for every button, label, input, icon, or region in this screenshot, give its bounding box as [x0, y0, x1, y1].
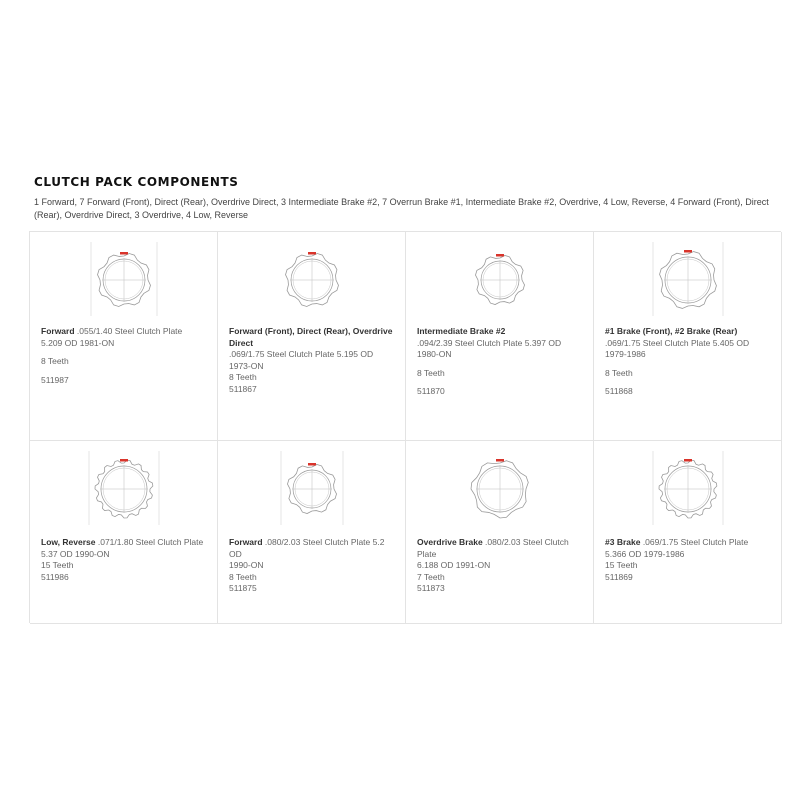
- product-spec: .094/2.39 Steel Clutch Plate 5.397 OD: [417, 337, 562, 348]
- product-teeth: 8 Teeth: [605, 367, 633, 378]
- product-name: #1 Brake (Front), #2 Brake (Rear): [605, 326, 738, 336]
- product-od-year: 5.37 OD 1990-ON: [41, 548, 110, 559]
- product-card[interactable]: [406, 232, 594, 441]
- product-info: [229, 537, 397, 595]
- product-od-year: 1980-ON: [417, 349, 452, 359]
- product-teeth: 7 Teeth: [417, 571, 445, 582]
- part-number: 511986: [41, 571, 69, 582]
- product-teeth: 8 Teeth: [229, 372, 257, 382]
- product-name: Forward: [229, 537, 263, 547]
- part-number: 511867: [229, 383, 257, 394]
- part-number: 511868: [605, 386, 633, 396]
- page-title: CLUTCH PACK COMPONENTS: [34, 174, 239, 190]
- part-number: 511870: [417, 386, 445, 396]
- product-name: Intermediate Brake #2: [417, 326, 506, 336]
- product-card[interactable]: [218, 441, 406, 624]
- part-number: 511873: [417, 583, 445, 593]
- part-number: 511875: [229, 583, 257, 593]
- product-od-year: 5.366 OD 1979-1986: [605, 548, 685, 559]
- product-spec: .080/2.03 Steel Clutch Plate 5.2 OD: [229, 537, 385, 559]
- product-od-year: 1973-ON: [229, 360, 264, 371]
- product-od-year: 1990-ON: [229, 560, 264, 570]
- product-spec: .069/1.75 Steel Clutch Plate: [640, 537, 749, 547]
- product-info: [605, 537, 773, 583]
- clutch-plate-diagram: [594, 449, 782, 527]
- product-name: Forward: [41, 326, 75, 336]
- product-teeth: 15 Teeth: [605, 560, 638, 570]
- product-teeth: 8 Teeth: [417, 367, 445, 378]
- product-name: Low, Reverse: [41, 537, 96, 547]
- product-info: [417, 537, 585, 595]
- clutch-plate-diagram: [406, 240, 594, 318]
- product-info: [605, 326, 773, 398]
- product-card[interactable]: [594, 232, 782, 441]
- clutch-plate-diagram: [30, 240, 218, 318]
- product-teeth: 15 Teeth: [41, 560, 74, 570]
- product-od-year: 6.188 OD 1991-ON: [417, 560, 491, 570]
- product-card[interactable]: [30, 441, 218, 624]
- part-number: 511869: [605, 571, 633, 582]
- product-spec: .069/1.75 Steel Clutch Plate 5.195 OD: [229, 349, 374, 359]
- product-od-year: 1979-1986: [605, 349, 646, 359]
- product-od-year: 5.209 OD 1981-ON: [41, 337, 115, 348]
- product-card[interactable]: [594, 441, 782, 624]
- clutch-plate-diagram: [218, 449, 406, 527]
- product-info: [417, 326, 585, 398]
- product-card[interactable]: [406, 441, 594, 624]
- product-name: Forward (Front), Direct (Rear), Overdrive Direct: [229, 326, 393, 348]
- product-grid: [29, 231, 781, 623]
- product-info: [229, 326, 397, 395]
- product-spec: .055/1.40 Steel Clutch Plate: [74, 326, 183, 336]
- part-number: 511987: [41, 374, 69, 385]
- product-info: [41, 326, 209, 386]
- product-spec: .071/1.80 Steel Clutch Plate: [95, 537, 204, 547]
- clutch-plate-diagram: [594, 240, 782, 318]
- product-spec: .080/2.03 Steel Clutch Plate: [417, 537, 569, 559]
- clutch-plate-diagram: [406, 449, 594, 527]
- product-name: Overdrive Brake: [417, 537, 483, 547]
- product-card[interactable]: [30, 232, 218, 441]
- product-teeth: 8 Teeth: [229, 571, 257, 582]
- product-info: [41, 537, 209, 583]
- product-spec: .069/1.75 Steel Clutch Plate 5.405 OD: [605, 337, 750, 348]
- product-name: #3 Brake: [605, 537, 641, 547]
- clutch-plate-diagram: [218, 240, 406, 318]
- product-teeth: 8 Teeth: [41, 356, 69, 366]
- component-list: 1 Forward, 7 Forward (Front), Direct (Rear), Overdrive Direct, 3 Intermediate Brake #2, 7 Overrun Brake #1, Intermediate Brake #2, Overdrive, 4 Low, Reverse, 4 Forward (Front), Direct (Rear), Overdrive Direct, 3 Overdrive, 4 Low, Reverse: [34, 197, 769, 220]
- product-card[interactable]: [218, 232, 406, 441]
- clutch-plate-diagram: [30, 449, 218, 527]
